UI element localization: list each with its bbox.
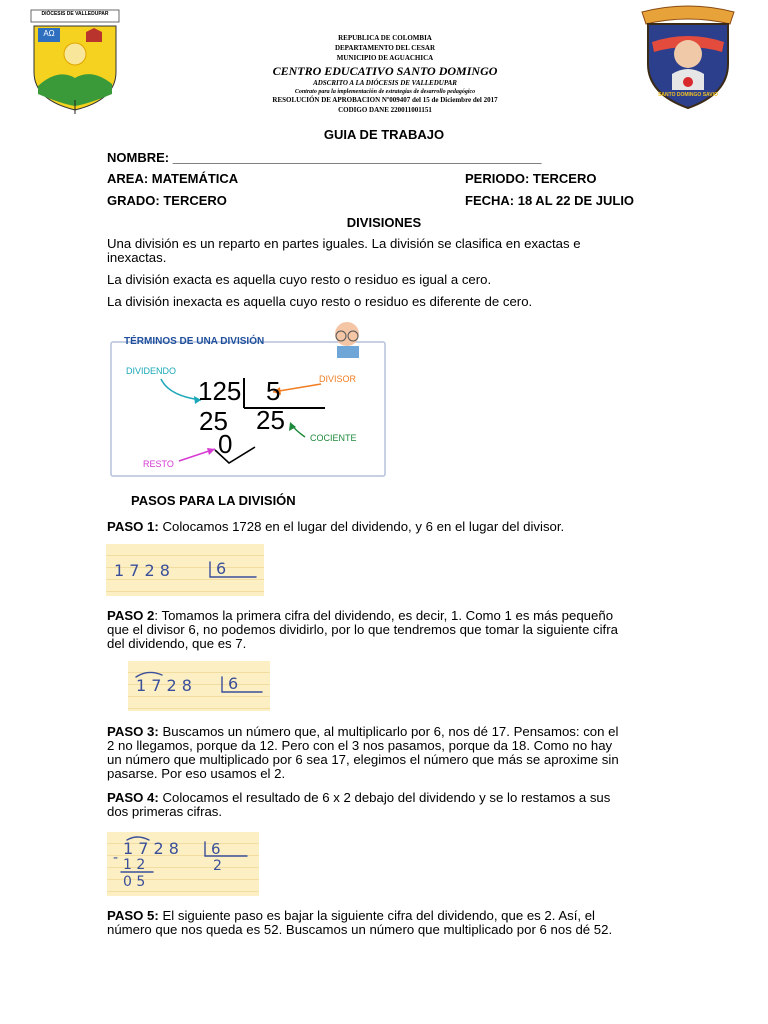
handwritten-step-4-image <box>107 832 259 896</box>
paso-3-text: Buscamos un número que, al multiplicarlo por 6, nos dé 17. Pensamos: con el 2 no llegamos, porque da 12. Pero con el 3 nos pasamos, porque da 18. Como no hay un número que multiplicado por 6 sea 17, elegimos el número que más se aproxime sin pasarse. Por eso usamos el 2. <box>107 724 619 781</box>
paso-4-label: PASO 4: <box>107 790 159 805</box>
guia-title: GUIA DE TRABAJO <box>323 127 445 142</box>
area-label: AREA: MATEMÁTICA <box>107 171 239 186</box>
header-codigo: CODIGO DANE 220011001151 <box>338 106 432 114</box>
hw2-divisor: 6 <box>228 674 239 693</box>
dividendo-label: DIVIDENDO <box>126 366 177 376</box>
paso-2 <box>107 609 627 651</box>
intro-paragraph-2: La división exacta es aquella cuyo resto o residuo es igual a cero. <box>107 272 492 287</box>
paso-1-text: Colocamos 1728 en el lugar del dividendo, y 6 en el lugar del divisor. <box>158 519 565 534</box>
topic-title: DIVISIONES <box>346 215 422 230</box>
paso-3-label: PASO 3: <box>107 724 159 739</box>
paso-5-text: El siguiente paso es bajar la siguiente cifra del dividendo, que es 2. Así, el número que nos queda es 52. Buscamos un número que multiplicado por 6 nos dé 52. <box>107 908 613 937</box>
header-line-department: DEPARTAMENTO DEL CESAR <box>334 44 436 52</box>
paso-3 <box>107 725 627 781</box>
example-subtrahend: 25 <box>199 406 228 436</box>
pasos-title: PASOS PARA LA DIVISIÓN <box>131 493 296 508</box>
example-quotient: 25 <box>256 405 285 435</box>
hw1-dividend: 1 7 2 8 <box>114 561 170 580</box>
hw3-quotient: 2 <box>213 858 222 874</box>
header-adscrito: ADSCRITO A LA DIÓCESIS DE VALLEDUPAR <box>313 79 457 87</box>
divisor-label: DIVISOR <box>319 374 357 384</box>
diocese-banner-text: DIÓCESIS DE VALLEDUPAR <box>41 11 109 17</box>
grado-label: GRADO: TERCERO <box>107 193 227 208</box>
school-name: CENTRO EDUCATIVO SANTO DOMINGO <box>272 64 498 78</box>
diocese-logo <box>28 8 122 114</box>
intro-paragraph-1: Una división es un reparto en partes iguales. La división se clasifica en exactas e inexactas. <box>107 236 581 265</box>
paso-2-label: PASO 2 <box>107 608 155 623</box>
periodo-label: PERIODO: TERCERO <box>465 171 597 186</box>
paso-2-text: : Tomamos la primera cifra del dividendo, es decir, 1. Como 1 es más pequeño que el divisor 6, no podemos dividirlo, por lo que tendremos que tomar la siguiente cifra del dividendo, que es 7. <box>107 608 618 651</box>
paso-4 <box>107 791 627 819</box>
hw1-divisor: 6 <box>216 559 227 578</box>
paso-4-text: Colocamos el resultado de 6 x 2 debajo del dividendo y se lo restamos a sus dos primeras cifras. <box>107 790 611 819</box>
hw3-product: 1 2 <box>123 857 146 873</box>
intro-paragraph-3: La división inexacta es aquella cuyo resto o residuo es diferente de cero. <box>107 294 533 309</box>
fecha-label: FECHA: 18 AL 22 DE JULIO <box>465 193 635 208</box>
example-divisor: 5 <box>266 376 281 406</box>
header-line-country: REPUBLICA DE COLOMBIA <box>338 34 432 42</box>
paso-5 <box>107 909 627 937</box>
resto-label: RESTO <box>143 459 174 469</box>
alpha-omega-symbol: ΑΩ <box>43 29 55 38</box>
cociente-label: COCIENTE <box>310 433 357 443</box>
hw3-divisor: 6 <box>211 840 221 858</box>
header-resolucion: RESOLUCIÓN DE APROBACION Nº009407 del 15 de Diciembre del 2017 <box>272 96 498 104</box>
hw2-dividend: 1 7 2 8 <box>136 676 192 695</box>
hw3-dividend: 1 7 2 8 <box>123 839 179 858</box>
handwritten-step-2-image <box>128 661 270 711</box>
example-dividend: 125 <box>198 376 242 406</box>
professor-icon <box>335 322 359 358</box>
terms-title: TÉRMINOS DE UNA DIVISIÓN <box>124 336 265 347</box>
example-remainder: 0 <box>218 429 233 459</box>
paso-5-label: PASO 5: <box>107 908 159 923</box>
school-shield-caption: SANTO DOMINGO SAVIO <box>658 92 718 98</box>
paso-1 <box>107 520 627 534</box>
header-line-municipality: MUNICIPIO DE AGUACHICA <box>336 54 434 62</box>
hw3-minus: - <box>113 850 119 866</box>
paso-1-label: PASO 1: <box>107 519 159 534</box>
student-name-field[interactable]: NOMBRE: ___________________________________________________ <box>107 150 542 165</box>
hw3-difference: 0 5 <box>123 874 146 890</box>
header-contrato: Contrato para la implementación de estrategias de desarrollo pedagógico <box>294 89 476 95</box>
handwritten-step-1-image <box>106 544 264 596</box>
